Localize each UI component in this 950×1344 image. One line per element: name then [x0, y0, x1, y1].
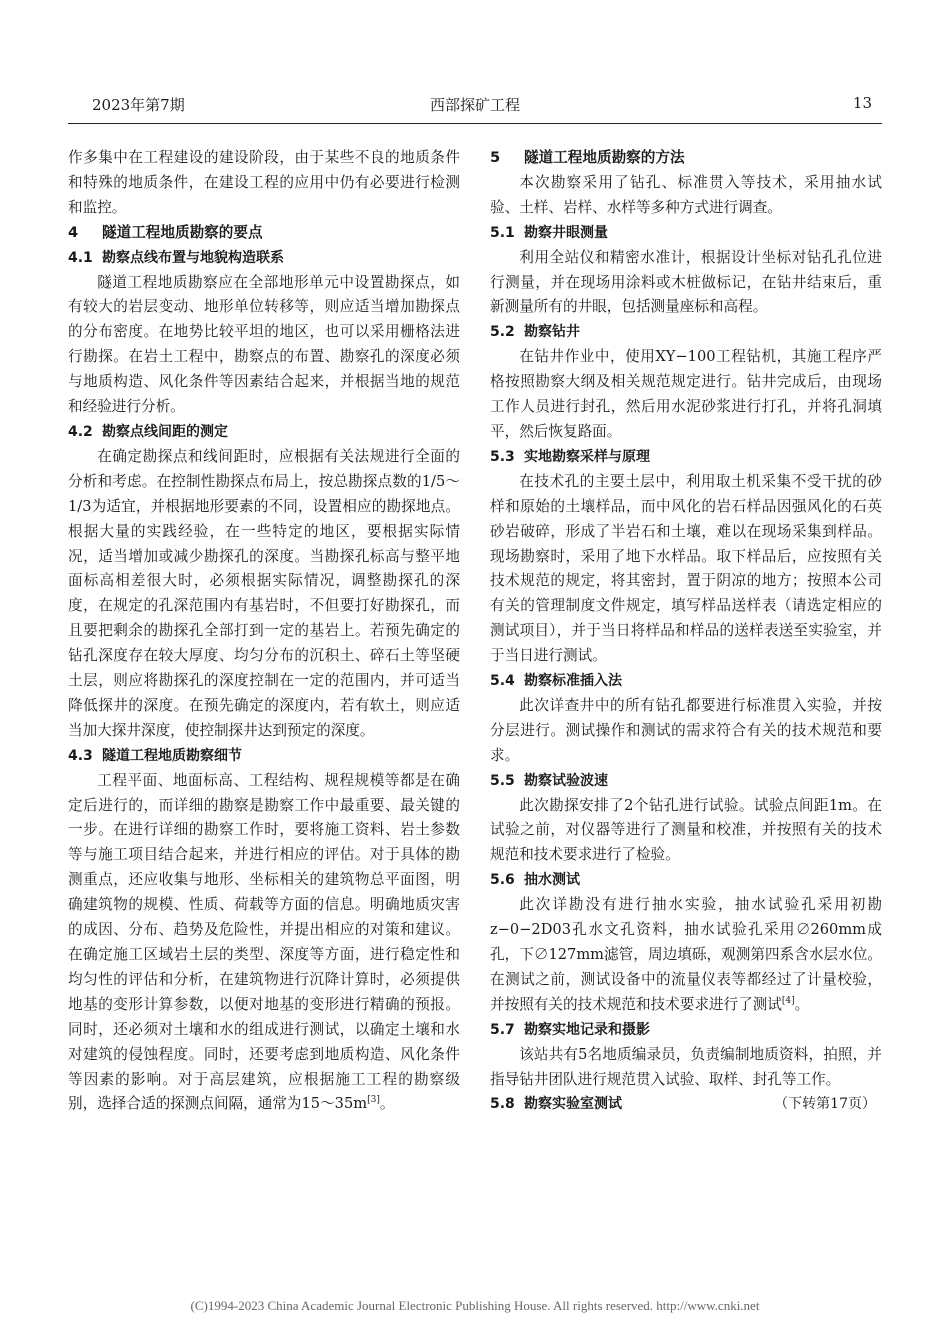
section-title: 勘察井眼测量: [524, 224, 608, 241]
paragraph-4-1: 隧道工程地质勘察应在全部地形单元中设置勘探点，如有较大的岩层变动、地形单位转移等，则应适当增加勘探点的分布密度。在地势比较平坦的地区，也可以采用栅格法进行勘探。在岩土工程中，勘察点的布置、勘察孔的深度必须与地质构造、风化条件等因素结合起来，并根据当地的规范和经验进行分析。: [68, 273, 460, 416]
paragraph-end: 。: [379, 1095, 395, 1113]
section-5-3-heading: [490, 445, 882, 470]
section-5-8-heading: [490, 1092, 882, 1117]
section-5-heading: [490, 146, 882, 171]
section-title: 勘察实验室测试: [524, 1096, 622, 1113]
section-number: 4.2: [68, 423, 93, 440]
section-number: 5.7: [490, 1021, 515, 1038]
section-title: 勘察试验波速: [524, 772, 608, 789]
issue-label: 2023年第7期: [92, 96, 185, 114]
header-rule: [68, 123, 882, 124]
journal-title: 西部探矿工程: [429, 96, 520, 114]
paragraph-5-6: [490, 893, 882, 1018]
section-number: 5.3: [490, 448, 515, 465]
section-5-2-heading: [490, 320, 882, 345]
section-title: 抽水测试: [524, 872, 580, 889]
paragraph-text: 工程平面、地面标高、工程结构、规程规模等都是在确定后进行的，而详细的勘察是勘察工作中最重要、最关键的一步。在进行详细的勘察工作时，要将施工资料、岩土参数等与施工项目结合起来，并进行相应的评估。对于具体的勘测重点，还应收集与地形、坐标相关的建筑物总平面图，明确建筑物的规模、性质、荷载等方面的信息。明确地质灾害的成因、分布、趋势及危险性，并提出相应的对策和建议。在确定施工区域岩土层的类型、深度等方面，进行稳定性和均匀性的评估和分析，在建筑物进行沉降计算时，必须提供地基的变形计算参数，以便对地基的变形进行精确的预报。同时，还必须对土壤和水的组成进行测试，以确定土壤和水对建筑的侵蚀程度。同时，还要考虑到地质构造、风化条件等因素的影响。对于高层建筑，应根据施工工程的勘察级别，选择合适的探测点间隔，通常为15～35m: [68, 771, 460, 1113]
section-title: 勘察实地记录和摄影: [524, 1021, 650, 1038]
section-number: 5.4: [490, 673, 515, 690]
section-title: 勘察点线间距的测定: [102, 423, 228, 440]
citation-ref: [3]: [367, 1095, 380, 1106]
running-header: [68, 94, 882, 118]
section-5-4-heading: [490, 669, 882, 694]
section-title: 实地勘察采样与原理: [524, 448, 650, 465]
paragraph-end: 。: [794, 995, 810, 1013]
section-number: 5.5: [490, 772, 515, 789]
section-title: 勘察点线布置与地貌构造联系: [102, 249, 284, 266]
continued-note: （下转第17页）: [774, 1096, 876, 1113]
section-5-1-heading: [490, 221, 882, 246]
section-number: 5.1: [490, 224, 515, 241]
paragraph-text: 此次详勘没有进行抽水实验，抽水试验孔采用初勘z−0−2D03孔水文孔资料，抽水试验孔采用∅260mm成孔，下∅127mm滤管，周边填砾，观测第四系含水层水位。在测试之前，测试设备中的流量仪表等都经过了计量校验，并按照有关的技术规范和技术要求进行了测试: [490, 896, 882, 1013]
section-number: 4.3: [68, 747, 93, 764]
section-5-8-title-group: [490, 1092, 622, 1117]
paragraph-5-4: 此次详查井中的所有钻孔都要进行标准贯入实验，并按分层进行。测试操作和测试的需求符合有关的技术规范和要求。: [490, 696, 882, 764]
section-title: 隧道工程地质勘察的要点: [102, 223, 263, 241]
paragraph-4-3: [68, 769, 460, 1118]
paragraph-5-2: 在钻井作业中，使用XY−100工程钻机，其施工程序严格按照勘察大纲及相关规范规定进行。钻井完成后，由现场工作人员进行封孔，然后用水泥砂浆进行打孔，并将孔洞填平，然后恢复路面。: [490, 348, 882, 440]
citation-ref: [4]: [781, 995, 795, 1006]
paragraph-5-3: 在技术孔的主要土层中，利用取土机采集不受干扰的砂样和原始的土壤样品，而中风化的岩石样品因强风化的石英砂岩破碎，形成了半岩石和土壤，难以在现场采集到样品。现场勘察时，采用了地下水样品。取下样品后，应按照有关技术规范的规定，将其密封，置于阴凉的地方；按照本公司有关的管理制度文件规定，填写样品送样表（请选定相应的测试项目），并于当日将样品和样品的送样表送至实验室，并于当日进行测试。: [490, 472, 882, 665]
paragraph-5: 本次勘察采用了钻孔、标准贯入等技术，采用抽水试验、土样、岩样、水样等多种方式进行调查。: [490, 173, 882, 216]
section-title: 隧道工程地质勘察细节: [102, 747, 242, 764]
right-column: [490, 146, 882, 1117]
paragraph-4-2: 在确定勘探点和线间距时，应根据有关法规进行全面的分析和考虑。在控制性勘探点布局上，按总勘探点数的1/5～1/3为适宜，并根据地形要素的不同，设置相应的勘探地点。根据大量的实践经验，在一些特定的地区，要根据实际情况，适当增加或减少勘探孔的深度。当勘探孔标高与整平地面标高相差很大时，必须根据实际情况，调整勘探孔的深度，在规定的孔深范围内有基岩时，不但要打好勘探孔，而且要把剩余的勘探孔全部打到一定的基岩上。若预先确定的钻孔深度存在较大厚度、均匀分布的沉积土、碎石土等坚硬土层，则应将勘探孔的深度控制在一定的范围内，并可适当降低探井的深度。在预先确定的深度内，若有软土，则应适当加大探井深度，使控制探井达到预定的深度。: [68, 447, 460, 739]
page-number: 13: [852, 94, 872, 112]
paragraph-continued: 作多集中在工程建设的建设阶段，由于某些不良的地质条件和特殊的地质条件，在建设工程的应用中仍有必要进行检测和监控。: [68, 149, 460, 216]
paragraph-5-7: 该站共有5名地质编录员，负责编制地质资料，拍照，并指导钻井团队进行规范贯入试验、取样、封孔等工作。: [490, 1045, 882, 1088]
section-number: 4: [68, 223, 79, 241]
paragraph-5-1: 利用全站仪和精密水准计，根据设计坐标对钻孔孔位进行测量，并在现场用涂料或木桩做标记，在钻井结束后，重新测量所有的井眼，包括测量座标和高程。: [490, 248, 882, 316]
left-column: [68, 146, 460, 1117]
section-4-2-heading: [68, 420, 460, 445]
section-4-heading: [68, 221, 460, 246]
section-4-3-heading: [68, 744, 460, 769]
section-title: 隧道工程地质勘察的方法: [524, 149, 685, 166]
section-number: 5.8: [490, 1096, 515, 1113]
section-5-5-heading: [490, 769, 882, 794]
section-number: 4.1: [68, 249, 93, 266]
copyright-footer: (C)1994-2023 China Academic Journal Electronic Publishing House. All rights reserved. http://www.cnki.net: [190, 1298, 760, 1313]
paragraph-5-5: 此次勘探安排了2个钻孔进行试验。试验点间距1m。在试验之前，对仪器等进行了测量和校准，并按照有关的技术规范和技术要求进行了检验。: [490, 796, 882, 864]
section-title: 勘察钻井: [524, 324, 580, 341]
section-number: 5.2: [490, 324, 515, 341]
section-title: 勘察标准插入法: [524, 673, 622, 690]
section-4-1-heading: [68, 246, 460, 271]
section-number: 5.6: [490, 872, 515, 889]
section-number: 5: [490, 149, 501, 166]
section-5-7-heading: [490, 1018, 882, 1043]
section-5-6-heading: [490, 868, 882, 893]
